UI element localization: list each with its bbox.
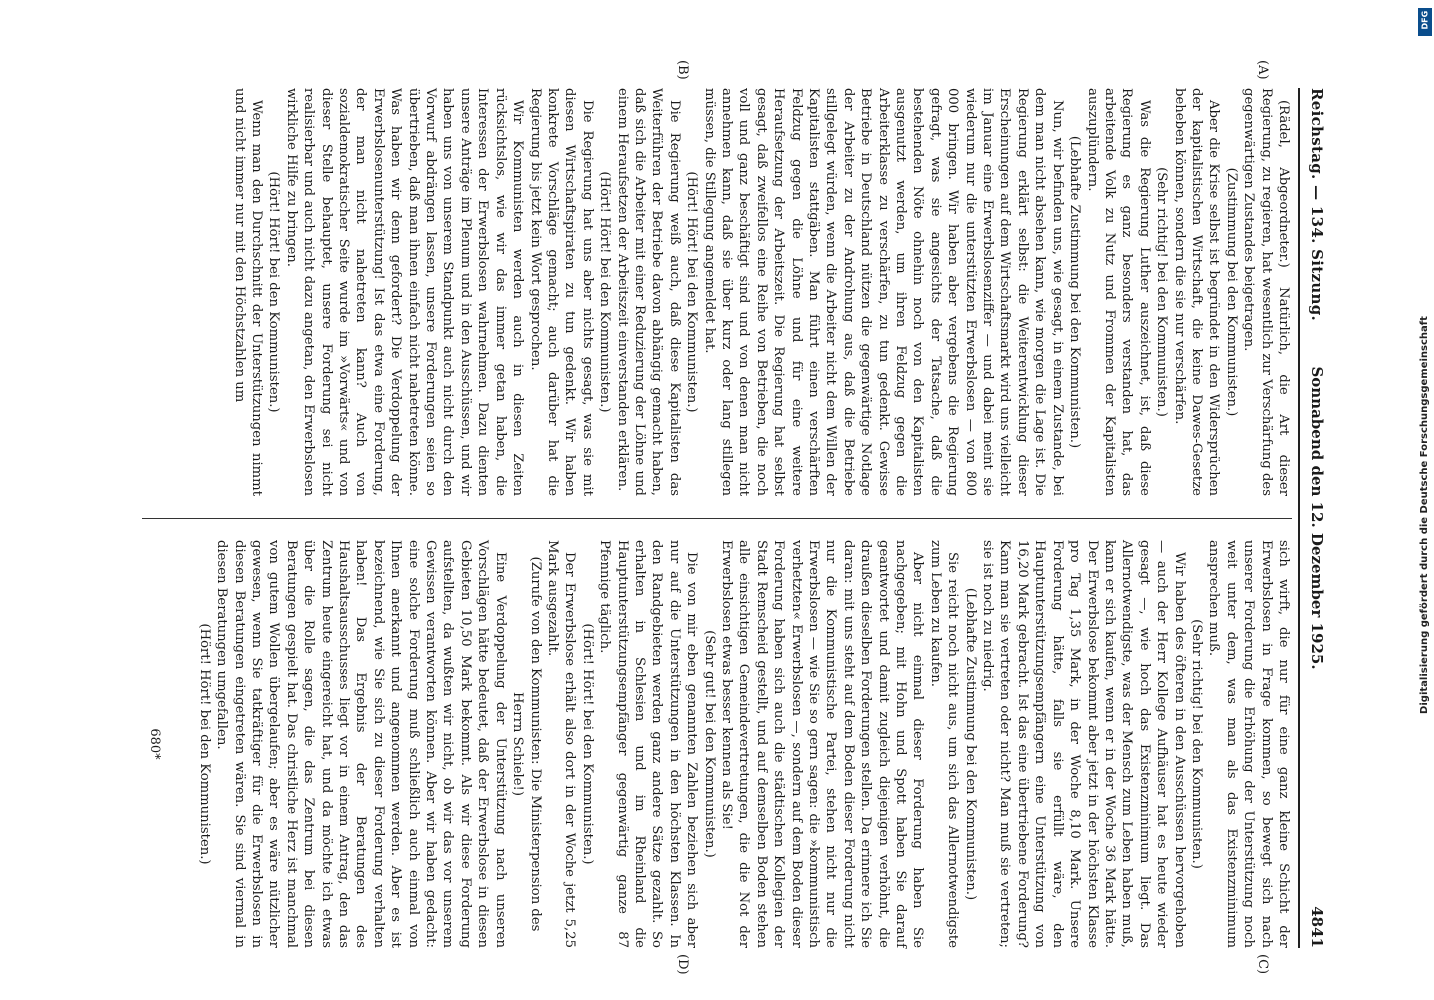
dfg-credit: Digitalisierung gefördert durch die Deutsche Forschungsgemeinschaft	[1419, 316, 1430, 714]
interjection: (Lebhafte Zustimmung bei den Kommunisten.)	[962, 587, 978, 901]
left-column	[230, 88, 1292, 496]
interjection: (Hört! Hört! bei den Kommunisten.)	[579, 623, 595, 865]
paragraph: sich wirft, die nur für eine ganz kleine Schicht der Erwerbslosen in Frage kommen, so bewegt sich nach unserer Forderung die Erhöhung der Unterstützung noch weit unter dem, was man als das Existenzminimum ansprechen muß.	[1206, 540, 1291, 948]
interjection: (Hört! Hört! bei den Kommunisten.)	[597, 171, 613, 413]
paragraph: Nun, wir befinden uns, wie gesagt, in einem Zustande, bei dem man nicht absehen kann, wie morgen die Lage ist. Die Regierung erklärt selbst: die Weiterentwicklung dieser Erscheinungen auf dem Wirtschaftsmarkt wird uns vielleicht im Januar eine Erwerbslosenziffer — und dabei meint sie wiederum nur die unterstützten Erwerbslosen — von 800 000 bringen. Wir haben aber vergebens die Regierung gefragt, was sie angesichts der Tatsache, daß die bestehenden Nöte ohnehin noch von den Kapitalisten ausgenutzt werden, um ihren Feldzug gegen die Arbeiterklasse zu verschärfen, zu tun gedenkt. Gewisse Betriebe in Deutschland nützen die gegenwärtige Notlage der Arbeiter zu der Androhung aus, daß die Betriebe stillgelegt würden, wenn die Arbeiter nicht dem Willen der Kapitalisten stattgäben. Man führt einen verschärften Feldzug gegen die Löhne und für eine weitere Heraufsetzung der Arbeitszeit. Die Regierung hat selbst gesagt, daß zweifellos eine Reihe von Betrieben, die noch voll und ganz beschäftigt sind und von denen man nicht annehmen kann, daß sie über kurz oder lang stillegen müssen, die Stillegung angemeldet hat.	[701, 88, 1065, 496]
header-rule	[1298, 88, 1300, 948]
paragraph: Der Erwerbslose erhält also dort in der Woche jetzt 5,25 Mark ausgezahlt.	[544, 540, 578, 948]
dfg-logo: DFG	[1418, 8, 1432, 36]
interjection: (Zustimmung bei den Kommunisten.)	[1223, 167, 1239, 417]
paragraph: Die von mir eben genannten Zahlen beziehen sich aber nur auf die Unterstützungen in den höchsten Klassen. In den Randgebieten werden ganz andere Sätze gezahlt. So erhalten in Schlesien und im Rheinland die Hauptunterstützungsempfänger gegenwärtig ganze 87 Pfennige täglich.	[597, 540, 700, 948]
margin-marker-c: (C)	[1255, 954, 1270, 975]
column-divider	[142, 518, 1292, 519]
signature-mark: 680*	[147, 728, 162, 760]
running-head: Reichstag. — 134. Sitzung.	[1308, 88, 1326, 322]
paragraph: Wir Kommunisten werden auch in diesen Zeiten rücksichtslos, wie wir das immer getan haben, die Interessen der Erwerbslosen wahrnehmen. Dazu dienten unsere Anträge im Plenum und in den Ausschüssen, und wir haben uns von unserem Standpunkt auch nicht durch den Vorwurf abdrängen lassen, unsere Forderungen seien so übertrieben, daß man ihnen einfach nicht nahetreten könne. Was haben wir denn gefordert? Die Verdoppelung der Erwerbslosenunterstützung! Ist das etwa eine Forderung, der man nicht nahetreten kann? Auch von sozialdemokratischer Seite wurde im »Vorwärts« und von dieser Stelle behauptet, unsere Forderung sei nicht realisierbar und auch nicht dazu angetan, den Erwerbslosen wirkliche Hilfe zu bringen.	[283, 88, 526, 496]
margin-marker-b: (B)	[675, 60, 690, 80]
interjection: (Sehr richtig! bei den Kommunisten.)	[1188, 619, 1204, 869]
paragraph: Eine Verdoppelung der Unterstützung nach unseren Vorschlägen hätte bedeutet, daß der Erwerbslose in diesen Gebieten 10,50 Mark bekommt. Als wir diese Forderung aufstellten, da wußten wir nicht, ob wir das vor unserem Gewissen verantworten können. Aber wir haben gedacht: eine solche Forderung muß schließlich auch einmal von Ihnen anerkannt und angenommen werden. Aber es ist bezeichnend, wie Sie sich zu dieser Forderung verhalten haben! Das Ergebnis der Beratungen des Haushaltsausschusses liegt vor in einem Antrag, den das Zentrum heute eingereicht hat, und da möchte ich etwas über die Rolle sagen, die das Zentrum bei diesen Beratungen gespielt hat. Das christliche Herz ist manchmal von gutem Wollen übergelaufen; aber es wäre nützlicher gewesen, wenn Sie tatkräftiger für die Erwerbslosen in diesen Beratungen eingetreten wären. Sie sind viermal in diesen Beratungen umgefallen.	[214, 540, 508, 948]
dfg-side-strip	[1416, 8, 1434, 978]
interjection: (Hört! Hört! bei den Kommunisten.)	[684, 171, 700, 413]
issue-date: Sonnabend den 12. Dezember 1925.	[1308, 366, 1326, 670]
page-header	[1302, 88, 1330, 948]
paragraph: Die Regierung weiß auch, daß diese Kapitalisten das Weiterführen der Betriebe davon abhängig gemacht haben, daß sich die Arbeiter mit einer Reduzierung der Löhne und einem Heraufsetzen der Arbeitszeit einverstanden erklären.	[614, 88, 682, 496]
margin-marker-d: (D)	[675, 954, 690, 975]
paragraph: Aber die Krise selbst ist begründet in den Widersprüchen der kapitalistischen Wirtschaft, die keine Dawes-Gesetze beheben können, sondern die sie nur verschärfen.	[1171, 88, 1222, 496]
paragraph: Wenn man den Durchschnitt der Unterstützungen nimmt und nicht immer nur mit den Höchstzahlen um	[231, 88, 265, 496]
interjection: (Lebhafte Zustimmung bei den Kommunisten.)	[1067, 135, 1083, 449]
paragraph: Aber nicht einmal dieser Forderung haben Sie nachgegeben; mit Hohn und Spott haben Sie darauf geantwortet und damit zugleich diejenigen verhöhnt, die draußen dieselben Forderungen stellen. Da erinnere ich Sie daran: mit uns steht auf dem Boden dieser Forderung nicht nur die Kommunistische Partei, stehen nicht nur die Erwerbslosen — wie Sie so gern sagen: die »kommunistisch verhetzten« Erwerbslosen —, sondern auf dem Boden dieser Forderung haben sich auch die städtischen Kollegien der Stadt Remscheid gestellt, und auf demselben Boden stehen alle einsichtigen Gemeindevertretungen, die die Not der Erwerbslosen etwas besser kennen als Sie!	[719, 540, 926, 948]
interjection: (Hört! Hört! bei den Kommunisten.)	[196, 623, 212, 865]
right-column	[195, 540, 1292, 948]
page-number: 4841	[1308, 906, 1326, 948]
interjection: (Hört! Hört! bei den Kommunisten.)	[266, 171, 282, 413]
interjection: (Zurufe von den Kommunisten: Die Ministerpension des Herrn Schiele!)	[510, 556, 543, 932]
newspaper-page	[110, 60, 1330, 975]
paragraph: Wir haben des öfteren in den Ausschüssen hervorgehoben — auch der Herr Kollege Aufhäuser hat es heute wieder gesagt —, wie hoch das Existenzminimum liegt. Das Allernotwendigste, was der Mensch zum Leben haben muß, kann er sich kaufen, wenn er in der Woche 36 Mark hätte. Der Erwerbslose bekommt aber jetzt in der höchsten Klasse pro Tag 1,35 Mark, in der Woche 8,10 Mark. Unsere Forderung hätte, falls sie erfüllt wäre, den Hauptunterstützungsempfängern eine Unterstützung von 16,20 Mark gebracht. Ist das eine übertriebene Forderung? Kann man sie vertreten oder nicht? Man muß sie vertreten; sie ist noch zu niedrig.	[980, 540, 1187, 948]
paragraph: (Rädel, Abgeordneter.) Natürlich, die Art dieser Regierung, zu regieren, hat wesentlich zur Verschärfung des gegenwärtigen Zustandes beigetragen.	[1241, 88, 1291, 496]
margin-marker-a: (A)	[1255, 60, 1270, 80]
interjection: (Sehr gut! bei den Kommunisten.)	[701, 630, 717, 858]
paragraph: Sie reicht noch nicht aus, um sich das Allernotwendigste zum Leben zu kaufen.	[927, 540, 961, 948]
paragraph: Was die Regierung Luther auszeichnet, ist, daß diese Regierung es ganz besonders verstanden hat, das arbeitende Volk zu Nutz und Frommen der Kapitalisten auszuplündern.	[1084, 88, 1152, 496]
interjection: (Sehr richtig! bei den Kommunisten.)	[1154, 167, 1170, 417]
paragraph: Die Regierung hat uns aber nichts gesagt, was sie mit diesen Wirtschaftspiraten zu tun gedenkt. Wir haben konkrete Vorschläge gemacht; auch darüber hat die Regierung bis jetzt kein Wort gesprochen.	[527, 88, 595, 496]
